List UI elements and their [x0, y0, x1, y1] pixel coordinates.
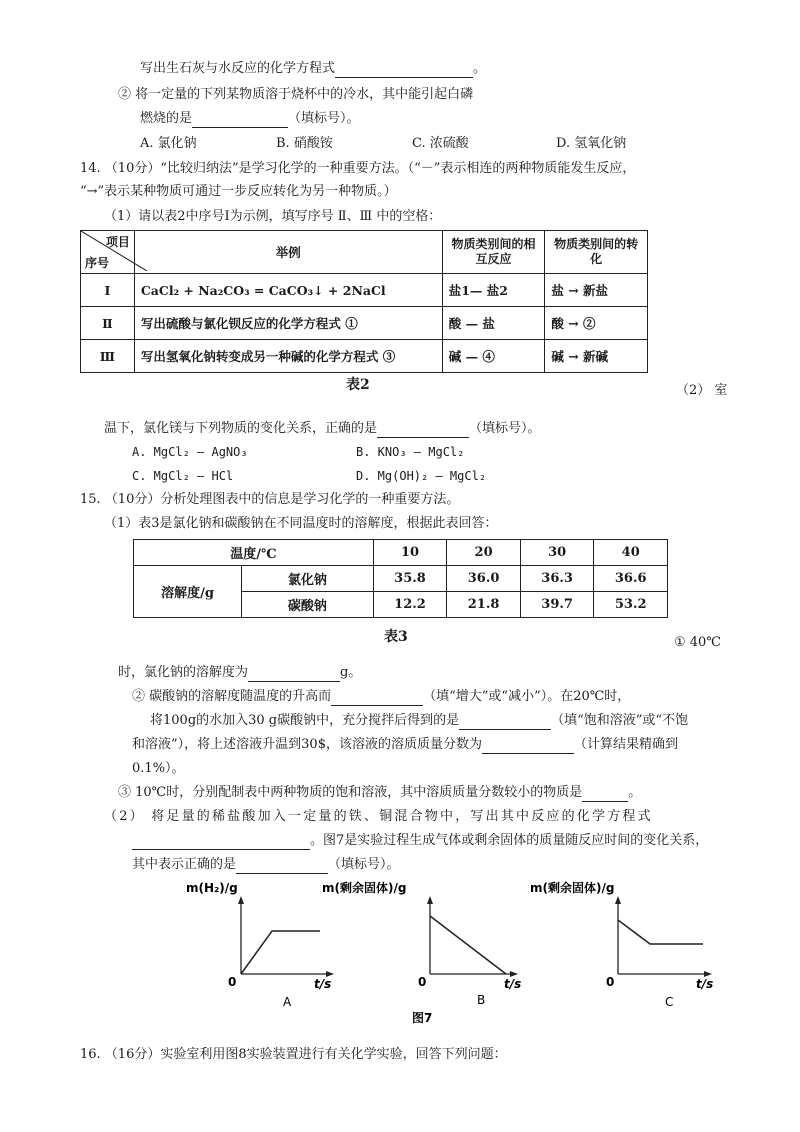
q14-part1: （1）请以表2中序号Ⅰ为示例，填写序号 Ⅱ、Ⅲ 中的空格： — [104, 209, 442, 224]
table-row — [134, 566, 668, 592]
panel-b-id: B — [477, 993, 486, 1007]
sol-label: 溶解度/g — [134, 566, 242, 618]
answer-blank[interactable] — [582, 787, 628, 802]
q13-line-1 — [140, 60, 486, 78]
header-example: 举例 — [134, 231, 442, 274]
q13-text: 写出生石灰与水反应的化学方程式 — [140, 61, 336, 76]
value-cell: 53.2 — [594, 592, 668, 618]
option-d: D. 氢氧化钠 — [556, 136, 627, 151]
row-conv: 盐 → 新盐 — [545, 274, 648, 307]
value-cell: 12.2 — [373, 592, 447, 618]
q15-text: 将100g的水加入30 g碳酸钠中，充分搅拌后得到的是 — [150, 713, 460, 728]
q14-text: 温下，氯化镁与下列物质的变化关系，正确的是 — [104, 421, 378, 436]
q15-2a: （2） 将足量的稀盐酸加入一定量的铁、铜混合物中，写出其中反应的化学方程式 — [104, 809, 653, 824]
option-b: B. 硝酸铵 — [276, 136, 333, 151]
table-2 — [80, 230, 648, 373]
option-a: A. 氯化钠 — [140, 136, 197, 151]
q15-1a-start: ① 40℃ — [674, 635, 721, 650]
temp-cell: 30 — [520, 540, 594, 566]
value-cell: 36.6 — [594, 566, 668, 592]
q15-text: 和溶液”），将上述溶液升温到30$，该溶液的溶质质量分数为 — [132, 737, 482, 752]
option-d: D. Mg(OH)₂ — MgCl₂ — [356, 469, 487, 483]
row-react: 盐1— 盐2 — [442, 274, 545, 307]
figure7-caption: 图7 — [412, 1011, 433, 1025]
q15-1c — [118, 784, 641, 802]
row-conv: 酸 → ② — [545, 307, 648, 340]
table3-caption: 表3 — [384, 629, 408, 645]
panel-c-ylabel: m(剩余固体)/g — [530, 881, 615, 895]
temp-cell: 10 — [373, 540, 447, 566]
q15-text: （填标号）。 — [328, 857, 400, 872]
q15-text: g。 — [340, 665, 362, 680]
q13-line-3 — [140, 110, 360, 128]
q14-part2 — [104, 420, 541, 438]
punct: 。 — [473, 61, 487, 76]
q15-text: 。图7是实验过程生成气体或剩余固体的质量随反应时间的变化关系， — [310, 833, 709, 848]
row-react: 碱 — ④ — [442, 340, 545, 373]
answer-blank[interactable] — [192, 113, 288, 128]
row-example: 写出氢氧化钠转变成另一种碱的化学方程式 ③ — [134, 340, 442, 373]
header-conv: 物质类别间的转化 — [545, 231, 648, 274]
substance-name: 碳酸钠 — [242, 592, 374, 618]
row-example: 写出硫酸与氯化钡反应的化学方程式 ① — [134, 307, 442, 340]
panel-c — [530, 880, 713, 1009]
value-cell: 21.8 — [447, 592, 521, 618]
panel-c-y-arrow — [615, 896, 621, 904]
panel-b — [322, 880, 521, 1007]
option-a: A. MgCl₂ — AgNO₃ — [132, 445, 248, 459]
panel-b-ylabel: m(剩余固体)/g — [322, 881, 407, 895]
row-no: Ⅱ — [81, 307, 135, 340]
panel-b-curve — [430, 916, 506, 974]
panel-a-xlabel: t/s — [314, 977, 332, 991]
q15-1b-line2 — [150, 712, 688, 730]
value-cell: 35.8 — [373, 566, 447, 592]
panel-a-id: A — [283, 995, 292, 1009]
panel-b-y-arrow — [427, 896, 433, 904]
table-row — [81, 274, 648, 307]
q15-1a — [118, 664, 361, 682]
q15-text: 其中表示正确的是 — [132, 857, 237, 872]
panel-c-origin: 0 — [606, 975, 615, 989]
panel-a-origin: 0 — [228, 975, 237, 989]
row-no: Ⅰ — [81, 274, 135, 307]
q14-text: （填标号）。 — [469, 421, 541, 436]
panel-b-xlabel: t/s — [504, 977, 522, 991]
figure-7 — [0, 878, 800, 1028]
row-example: CaCl₂ + Na₂CO₃ = CaCO₃↓ + 2NaCl — [134, 274, 442, 307]
q15-text: 时，氯化钠的溶解度为 — [118, 665, 249, 680]
panel-c-id: C — [665, 995, 674, 1009]
panel-b-origin: 0 — [418, 975, 427, 989]
value-cell: 36.0 — [447, 566, 521, 592]
table-row — [81, 340, 648, 373]
q15-part1: （1）表3是氯化钠和碳酸钠在不同温度时的溶解度，根据此表回答： — [104, 516, 498, 531]
temp-label: 温度/℃ — [134, 540, 374, 566]
q13-text: （填标号）。 — [288, 111, 360, 126]
panel-c-curve — [618, 920, 703, 944]
panel-c-xlabel: t/s — [696, 977, 714, 991]
q15-2b — [132, 832, 708, 850]
row-no: Ⅲ — [81, 340, 135, 373]
table-row — [81, 307, 648, 340]
value-cell: 36.3 — [520, 566, 594, 592]
q16-title: 16. （16分）实验室利用图8实验装置进行有关化学实验，回答下列问题： — [80, 1047, 507, 1062]
table-header-row — [81, 231, 648, 274]
answer-blank[interactable] — [377, 423, 469, 438]
answer-blank[interactable] — [335, 63, 473, 78]
q13-line-2: ② 将一定量的下列某物质溶于烧杯中的冷水，其中能引起白磷 — [118, 87, 474, 102]
answer-blank[interactable] — [132, 835, 310, 850]
q15-text: 。 — [628, 785, 642, 800]
q15-title: 15. （10分）分析处理图表中的信息是学习化学的一种重要方法。 — [80, 492, 460, 507]
option-c: C. 浓硫酸 — [412, 136, 469, 151]
corner-top-label: 项目 — [105, 235, 130, 249]
table-3 — [133, 539, 668, 618]
answer-blank[interactable] — [248, 667, 340, 682]
option-c: C. MgCl₂ — HCl — [132, 469, 234, 483]
q15-1b-line4: 0.1%）。 — [132, 761, 185, 776]
q13-text: 燃烧的是 — [140, 111, 193, 126]
corner-bottom-label: 序号 — [85, 256, 110, 270]
panel-a — [186, 881, 334, 1009]
temp-cell: 40 — [594, 540, 668, 566]
panel-a-y-arrow — [238, 896, 244, 904]
answer-blank[interactable] — [459, 715, 551, 730]
q15-1b-line3 — [132, 736, 678, 754]
q14-part2-start: （2） 室 — [676, 383, 728, 398]
q15-text: ② 碳酸钠的溶解度随温度的升高而 — [132, 689, 332, 704]
answer-blank[interactable] — [331, 691, 423, 706]
corner-cell — [81, 231, 135, 274]
row-react: 酸 — 盐 — [442, 307, 545, 340]
q15-text: （计算结果精确到 — [573, 737, 678, 752]
table3-temp-row — [134, 540, 668, 566]
q15-text: （填“饱和溶液”或“不饱 — [551, 713, 689, 728]
header-react: 物质类别间的相互反应 — [442, 231, 545, 274]
q14-title-2: “→”表示某种物质可通过一步反应转化为另一种物质。） — [80, 184, 397, 199]
temp-cell: 20 — [447, 540, 521, 566]
q15-2c — [132, 856, 400, 874]
panel-a-ylabel: m(H₂)/g — [186, 881, 238, 895]
row-conv: 碱 → 新碱 — [545, 340, 648, 373]
value-cell: 39.7 — [520, 592, 594, 618]
q15-text: ③ 10℃时，分别配制表中两种物质的饱和溶液，其中溶质质量分数较小的物质是 — [118, 785, 583, 800]
answer-blank[interactable] — [236, 859, 328, 874]
q15-text: （填“增大”或“减小”）。在20℃时， — [423, 689, 631, 704]
q14-title: 14. （10分）“比较归纳法”是学习化学的一种重要方法。（“－”表示相连的两种物质能发生反应， — [80, 161, 636, 176]
option-b: B. KNO₃ — MgCl₂ — [356, 445, 465, 459]
q15-1b-line1 — [132, 688, 630, 706]
answer-blank[interactable] — [482, 739, 574, 754]
table2-caption: 表2 — [346, 377, 370, 393]
substance-name: 氯化钠 — [242, 566, 374, 592]
panel-a-curve — [241, 931, 320, 974]
